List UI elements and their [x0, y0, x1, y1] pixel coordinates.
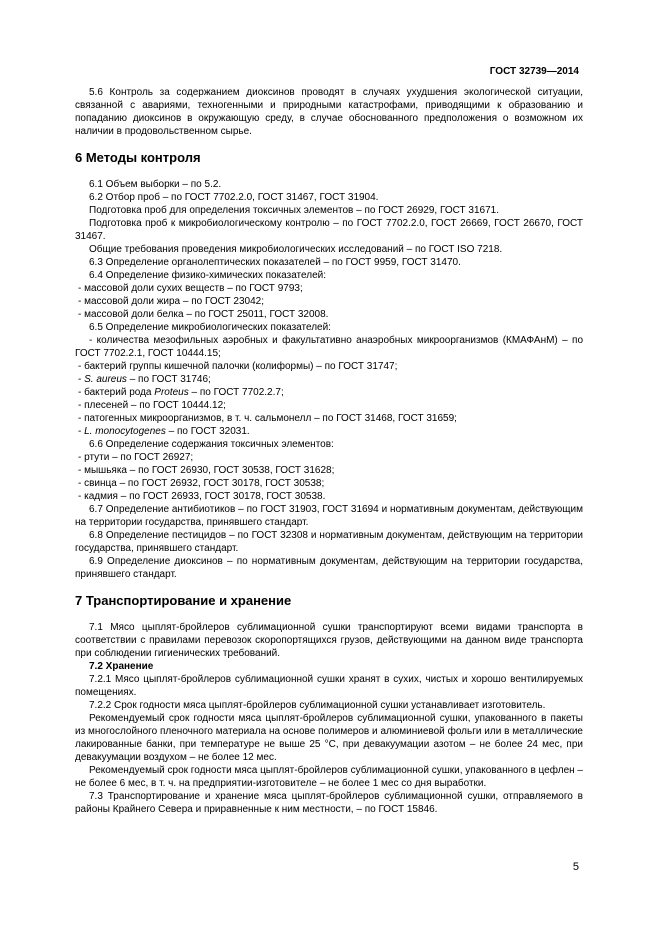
- item-6-8: 6.8 Определение пестицидов – по ГОСТ 32308 и нормативным документам, действующим на территории государства, принявшего стандарт.: [75, 530, 583, 554]
- page-body: [75, 86, 583, 816]
- paragraph-recommended-1: Рекомендуемый срок годности мяса цыплят-бройлеров сублимационной сушки, упакованного в пакеты из многослойного пленочного материала на основе полимеров и алюминиевой фольги или в металлические лакированные банки, при температуре не выше 25 °С, при девакуумации азотом – не более 24 мес, при девакуумации воздухом – не более 12 мес.: [75, 713, 583, 763]
- item-6-5-a: - количества мезофильных аэробных и факультативно анаэробных микроорганизмов (КМАФАнМ) – по ГОСТ 7702.2.1, ГОСТ 10444.15;: [75, 335, 583, 359]
- paragraph-7-1: 7.1 Мясо цыплят-бройлеров сублимационной сушки транспортируют всеми видами транспорта в соответствии с правилами перевозок скоропортящихся грузов, действующими на данном виде транспорта при соблюдении гигиенических требований.: [75, 622, 583, 659]
- item-6-6: 6.6 Определение содержания токсичных элементов:: [89, 439, 334, 450]
- item-6-6-b: - мышьяка – по ГОСТ 26930, ГОСТ 30538, ГОСТ 31628;: [78, 465, 335, 476]
- page-number: 5: [572, 861, 579, 873]
- item-6-6-d: - кадмия – по ГОСТ 26933, ГОСТ 30178, ГОСТ 30538.: [78, 491, 326, 502]
- item-general-micro: Общие требования проведения микробиологических исследований – по ГОСТ ISO 7218.: [89, 244, 503, 255]
- paragraph-7-2-2: 7.2.2 Срок годности мяса цыплят-бройлеров сублимационной сушки устанавливает изготовитель.: [89, 700, 546, 711]
- item-6-7: 6.7 Определение антибиотиков – по ГОСТ 31903, ГОСТ 31694 и нормативным документам, действующим на территории государства, принявшего стандарт.: [75, 504, 583, 528]
- item-6-5: 6.5 Определение микробиологических показателей:: [89, 322, 331, 333]
- section-7-heading: 7 Транспортирование и хранение: [75, 593, 292, 608]
- item-6-4-c: - массовой доли белка – по ГОСТ 25011, ГОСТ 32008.: [78, 309, 329, 320]
- item-6-6-c: - свинца – по ГОСТ 26932, ГОСТ 30178, ГОСТ 30538;: [78, 478, 325, 489]
- page-header: ГОСТ 32739—2014: [489, 66, 579, 77]
- item-6-5-e: - плесеней – по ГОСТ 10444.12;: [78, 400, 226, 411]
- item-6-5-g: - L. monocytogenes – по ГОСТ 32031.: [78, 426, 250, 437]
- item-6-4: 6.4 Определение физико-химических показателей:: [89, 270, 327, 281]
- paragraph-5-6: 5.6 Контроль за содержанием диоксинов проводят в случаях ухудшения экологической ситуации, связанной с авариями, техногенными и природными катастрофами, приводящими к образованию и попаданию диоксинов в окружающую среду, в случае обоснованного предположения о возможном их наличии в продовольственном сырье.: [75, 87, 583, 137]
- item-6-5-f: - патогенных микроорганизмов, в т. ч. сальмонелл – по ГОСТ 31468, ГОСТ 31659;: [78, 413, 457, 424]
- item-6-5-d: - бактерий рода Proteus – по ГОСТ 7702.2.7;: [78, 387, 284, 398]
- item-6-3: 6.3 Определение органолептических показателей – по ГОСТ 9959, ГОСТ 31470.: [89, 257, 461, 268]
- paragraph-7-3: 7.3 Транспортирование и хранение мяса цыплят-бройлеров сублимационной сушки, отправляемого в районы Крайнего Севера и приравненные к ним местности, – по ГОСТ 15846.: [75, 791, 583, 815]
- item-6-5-b: - бактерий группы кишечной палочки (колиформы) – по ГОСТ 31747;: [78, 361, 398, 372]
- paragraph-7-2-1: 7.2.1 Мясо цыплят-бройлеров сублимационной сушки хранят в сухих, чистых и хорошо вентилируемых помещениях.: [75, 674, 583, 698]
- item-6-2: 6.2 Отбор проб – по ГОСТ 7702.2.0, ГОСТ 31467, ГОСТ 31904.: [89, 192, 379, 203]
- item-6-4-b: - массовой доли жира – по ГОСТ 23042;: [78, 296, 264, 307]
- item-6-6-a: - ртути – по ГОСТ 26927;: [78, 452, 194, 463]
- item-prep-toxic: Подготовка проб для определения токсичных элементов – по ГОСТ 26929, ГОСТ 31671.: [89, 205, 499, 216]
- item-6-9: 6.9 Определение диоксинов – по нормативным документам, действующим на территории государства, принявшего стандарт.: [75, 556, 583, 580]
- item-prep-micro: Подготовка проб к микробиологическому контролю – по ГОСТ 7702.2.0, ГОСТ 26669, ГОСТ 26670, ГОСТ 31467.: [75, 218, 583, 242]
- item-6-1: 6.1 Объем выборки – по 5.2.: [89, 179, 222, 190]
- item-6-5-c: - S. aureus – по ГОСТ 31746;: [78, 374, 211, 385]
- paragraph-recommended-2: Рекомендуемый срок годности мяса цыплят-бройлеров сублимационной сушки, упакованного в цефлен – не более 6 мес, в т. ч. на предприятии-изготовителе – не более 1 мес со дня выработки.: [75, 765, 583, 789]
- section-6-heading: 6 Методы контроля: [75, 150, 201, 165]
- subheading-7-2: 7.2 Хранение: [89, 661, 154, 672]
- item-6-4-a: - массовой доли сухих веществ – по ГОСТ 9793;: [78, 283, 303, 294]
